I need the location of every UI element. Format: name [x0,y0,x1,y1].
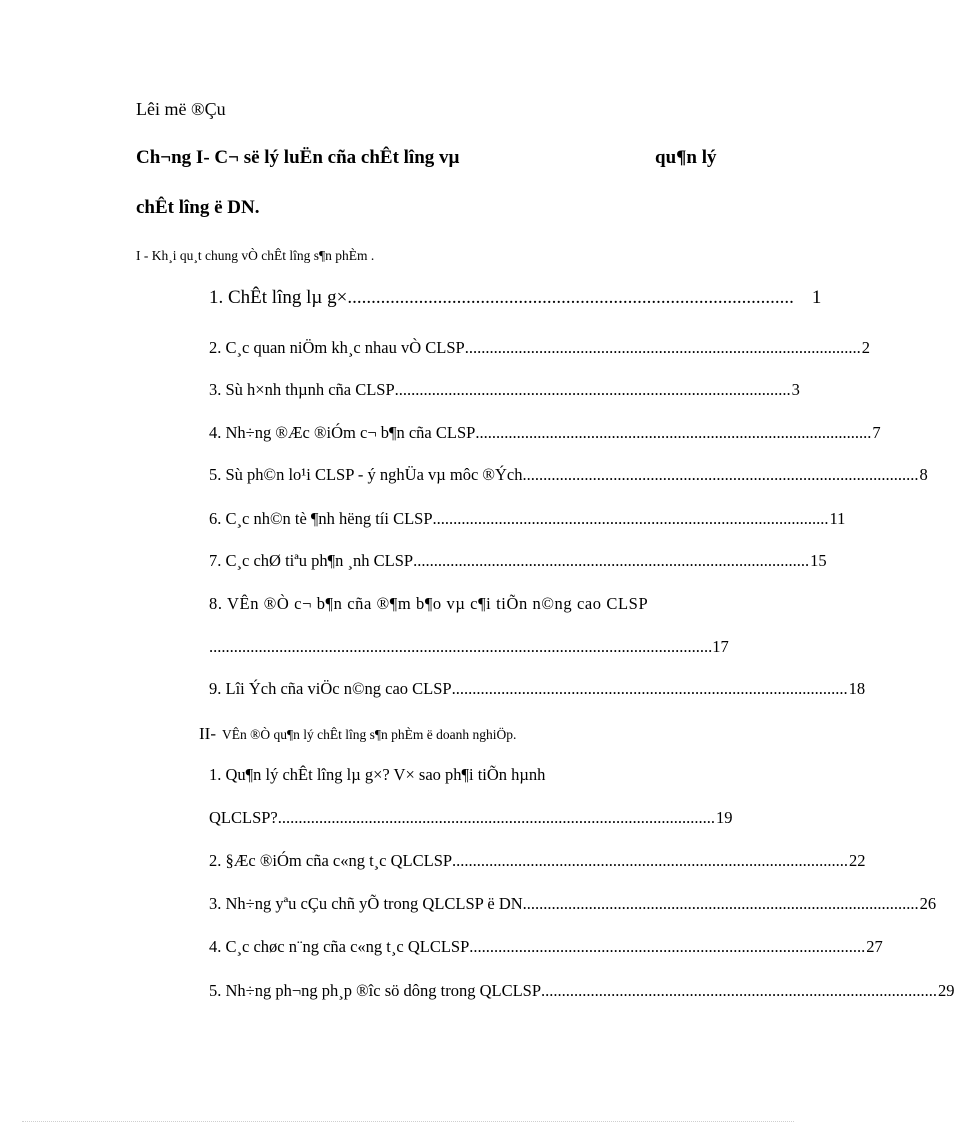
toc-entry-label: 1. Qu¶n lý chÊt lîng lµ g×? V× sao ph¶i tiÕn hµnh [209,765,546,784]
toc-entry-page: 2 [861,338,870,357]
toc-entry-label: 5. Sù ph©n lo¹i CLSP - ý nghÜa vµ môc ®Ých [209,465,523,484]
toc-leader-dots: ................................................................................................ [452,851,849,870]
toc-entry-label: 1. ChÊt lîng lµ g× [209,287,348,308]
toc-leader-dots: ................................................................................................ [451,679,848,698]
toc-leader-dots: ................................................................................................ [541,981,938,1000]
toc-entry [209,679,866,699]
toc-entry-continuation [209,637,729,657]
section-2-title: VÊn ®Ò qu¶n lý chÊt lîng s¶n phÈm ë doanh nghiÖp. [221,727,517,742]
toc-entry-page: 15 [810,551,827,570]
toc-entry-page: 1 [811,287,822,308]
toc-entry-label: 3. Sù h×nh thµnh cña CLSP [209,380,395,399]
toc-leader-dots: ................................................................................................ [413,551,810,570]
toc-leader-dots: .......................................................................................................................... [209,637,713,656]
toc-entry-page: 22 [849,851,866,870]
toc-entry-label: QLCLSP? [209,808,278,827]
toc-entry-page: 27 [866,937,883,956]
toc-entry-page: 17 [712,637,729,656]
toc-entry-label: 7. C¸c chØ tiªu ph¶n ¸nh CLSP [209,551,414,570]
section-2-heading [199,724,516,744]
toc-leader-dots: ................................................................................................ [475,423,872,442]
toc-entry [209,894,937,914]
toc-entry-page: 3 [791,380,800,399]
toc-entry [209,338,870,358]
toc-leader-dots: ................................................................................................ [394,380,791,399]
toc-leader-dots: ................................................................................................ [432,509,829,528]
toc-entry [209,287,822,309]
toc-entry-label: 8. VÊn ®Ò c¬ b¶n cña ®¶m b¶o vµ c¶i tiÕn n©ng cao CLSP [209,594,649,613]
toc-entry [209,423,881,443]
toc-leader-dots: ................................................................................................ [469,937,866,956]
toc-entry-page: 8 [919,465,928,484]
chapter-title-line1-end: qu¶n lý [655,147,717,168]
toc-entry-label: 2. §Æc ®iÓm cña c«ng t¸c QLCLSP [209,851,453,870]
toc-entry-label: 3. Nh÷ng yªu cÇu chñ yÕ trong QLCLSP ë DN [209,894,523,913]
toc-entry-label: 5. Nh÷ng ph¬ng ph¸p ®îc sö dông trong QLCLSP [209,981,542,1000]
toc-entry-wrapped [209,594,727,614]
toc-entry-continuation [209,808,733,828]
toc-entry [209,981,955,1001]
chapter-title-line2: chÊt lîng ë DN. [136,197,260,218]
toc-entry-label: 4. C¸c chøc n¨ng cña c«ng t¸c QLCLSP [209,937,470,956]
toc-entry [209,851,866,871]
section-2-number: II- [199,724,216,743]
toc-entry-label: 6. C¸c nh©n tè ¶nh hëng tíi CLSP [209,509,433,528]
toc-entry-page: 29 [938,981,955,1000]
page-bottom-rule [22,1121,794,1122]
toc-entry-page: 7 [872,423,881,442]
toc-entry [209,380,800,400]
chapter-title-line1: Ch¬ng I- C¬ së lý luËn cña chÊt lîng vµ [136,147,460,168]
toc-entry-label: 2. C¸c quan niÖm kh¸c nhau vÒ CLSP [209,338,465,357]
toc-entry-page: 26 [919,894,937,913]
toc-entry-page: 18 [848,679,866,698]
toc-leader-dots: .............................................................................................. [347,287,794,308]
toc-entry-page: 11 [829,509,846,528]
toc-leader-dots: ................................................................................................ [464,338,861,357]
toc-entry [209,937,883,957]
toc-leader-dots: ................................................................................................ [522,465,919,484]
toc-leader-dots: .......................................................................................................... [277,808,716,827]
toc-entry-label: 4. Nh÷ng ®Æc ®iÓm c¬ b¶n cña CLSP [209,423,476,442]
toc-entry-page: 19 [716,808,733,827]
intro-heading: Lêi më ®Çu [136,99,226,119]
toc-entry [209,509,846,529]
toc-entry [209,551,827,571]
toc-entry-label: 9. Lîi Ých cña viÖc n©ng cao CLSP [209,679,452,698]
toc-entry [209,465,928,485]
toc-leader-dots: ................................................................................................ [522,894,919,913]
section-1-heading: I - Kh¸i qu¸t chung vÒ chÊt lîng s¶n phÈm . [136,248,375,263]
